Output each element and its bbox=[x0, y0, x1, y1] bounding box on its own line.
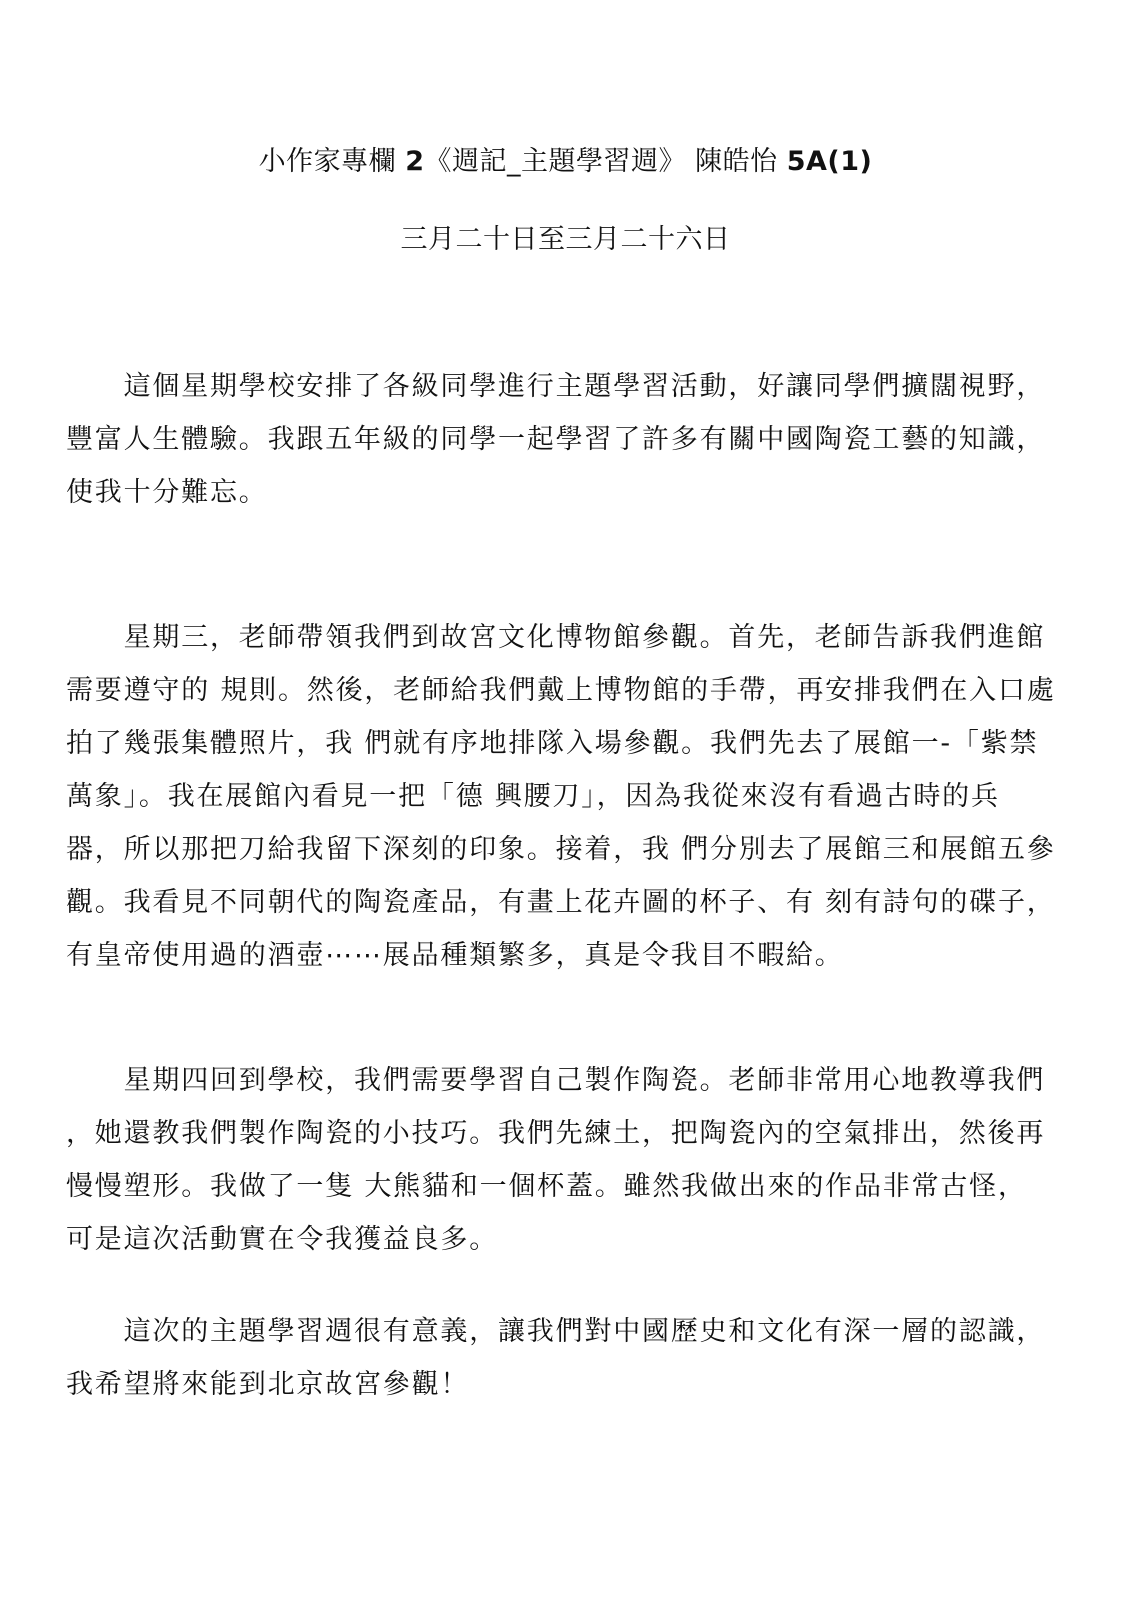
paragraph-line: 豐富人生體驗。我跟五年級的同學一起學習了許多有關中國陶瓷工藝的知識， bbox=[66, 424, 1046, 455]
paragraph-1 bbox=[66, 360, 1106, 519]
document-title bbox=[0, 144, 1131, 180]
paragraph-line: 這個星期學校安排了各級同學進行主題學習活動，好讓同學們擴闊視野， bbox=[66, 371, 1046, 402]
paragraph-line: 觀。我看見不同朝代的陶瓷產品，有畫上花卉圖的杯子、有 刻有詩句的碟子， bbox=[66, 887, 1056, 918]
paragraph-line: 我希望將來能到北京故宮參觀！ bbox=[66, 1369, 470, 1400]
column-number: 2 bbox=[405, 146, 425, 177]
paragraph-line: 需要遵守的 規則。然後，老師給我們戴上博物館的手帶，再安排我們在入口處 bbox=[66, 675, 1056, 706]
paragraph-line: 可是這次活動實在令我獲益良多。 bbox=[66, 1224, 498, 1255]
paragraph-line: 星期四回到學校，我們需要學習自己製作陶瓷。老師非常用心地教導我們 bbox=[66, 1065, 1046, 1096]
paragraph-line: 萬象」。我在展館內看見一把「德 興腰刀」，因為我從來沒有看過古時的兵 bbox=[66, 781, 1000, 812]
work-title: 《週記_主題學習週》 bbox=[424, 146, 687, 177]
paragraph-line: 器，所以那把刀給我留下深刻的印象。接着，我 們分別去了展館三和展館五參 bbox=[66, 834, 1056, 865]
column-name: 小作家專欄 bbox=[258, 146, 397, 177]
paragraph-3 bbox=[66, 1054, 1106, 1266]
paragraph-line: 慢慢塑形。我做了一隻 大熊貓和一個杯蓋。雖然我做出來的作品非常古怪， bbox=[66, 1171, 1027, 1202]
paragraph-line: 拍了幾張集體照片，我 們就有序地排隊入場參觀。我們先去了展館一-「紫禁 bbox=[66, 728, 1039, 759]
paragraph-line: 星期三，老師帶領我們到故宮文化博物館參觀。首先，老師告訴我們進館 bbox=[66, 622, 1046, 653]
paragraph-line: 使我十分難忘。 bbox=[66, 477, 268, 508]
date-range: 三月二十日至三月二十六日 bbox=[400, 224, 731, 255]
paragraph-4 bbox=[66, 1305, 1106, 1411]
class-code: 5A(1) bbox=[786, 146, 873, 177]
paragraph-line: ，她還教我們製作陶瓷的小技巧。我們先練土，把陶瓷內的空氣排出，然後再 bbox=[66, 1118, 1046, 1149]
paragraph-line: 這次的主題學習週很有意義，讓我們對中國歷史和文化有深一層的認識， bbox=[66, 1316, 1046, 1347]
author-name: 陳皓怡 bbox=[695, 146, 778, 177]
paragraph-2 bbox=[66, 611, 1106, 982]
paragraph-line: 有皇帝使用過的酒壺⋯⋯展品種類繁多，真是令我目不暇給。 bbox=[66, 940, 844, 971]
